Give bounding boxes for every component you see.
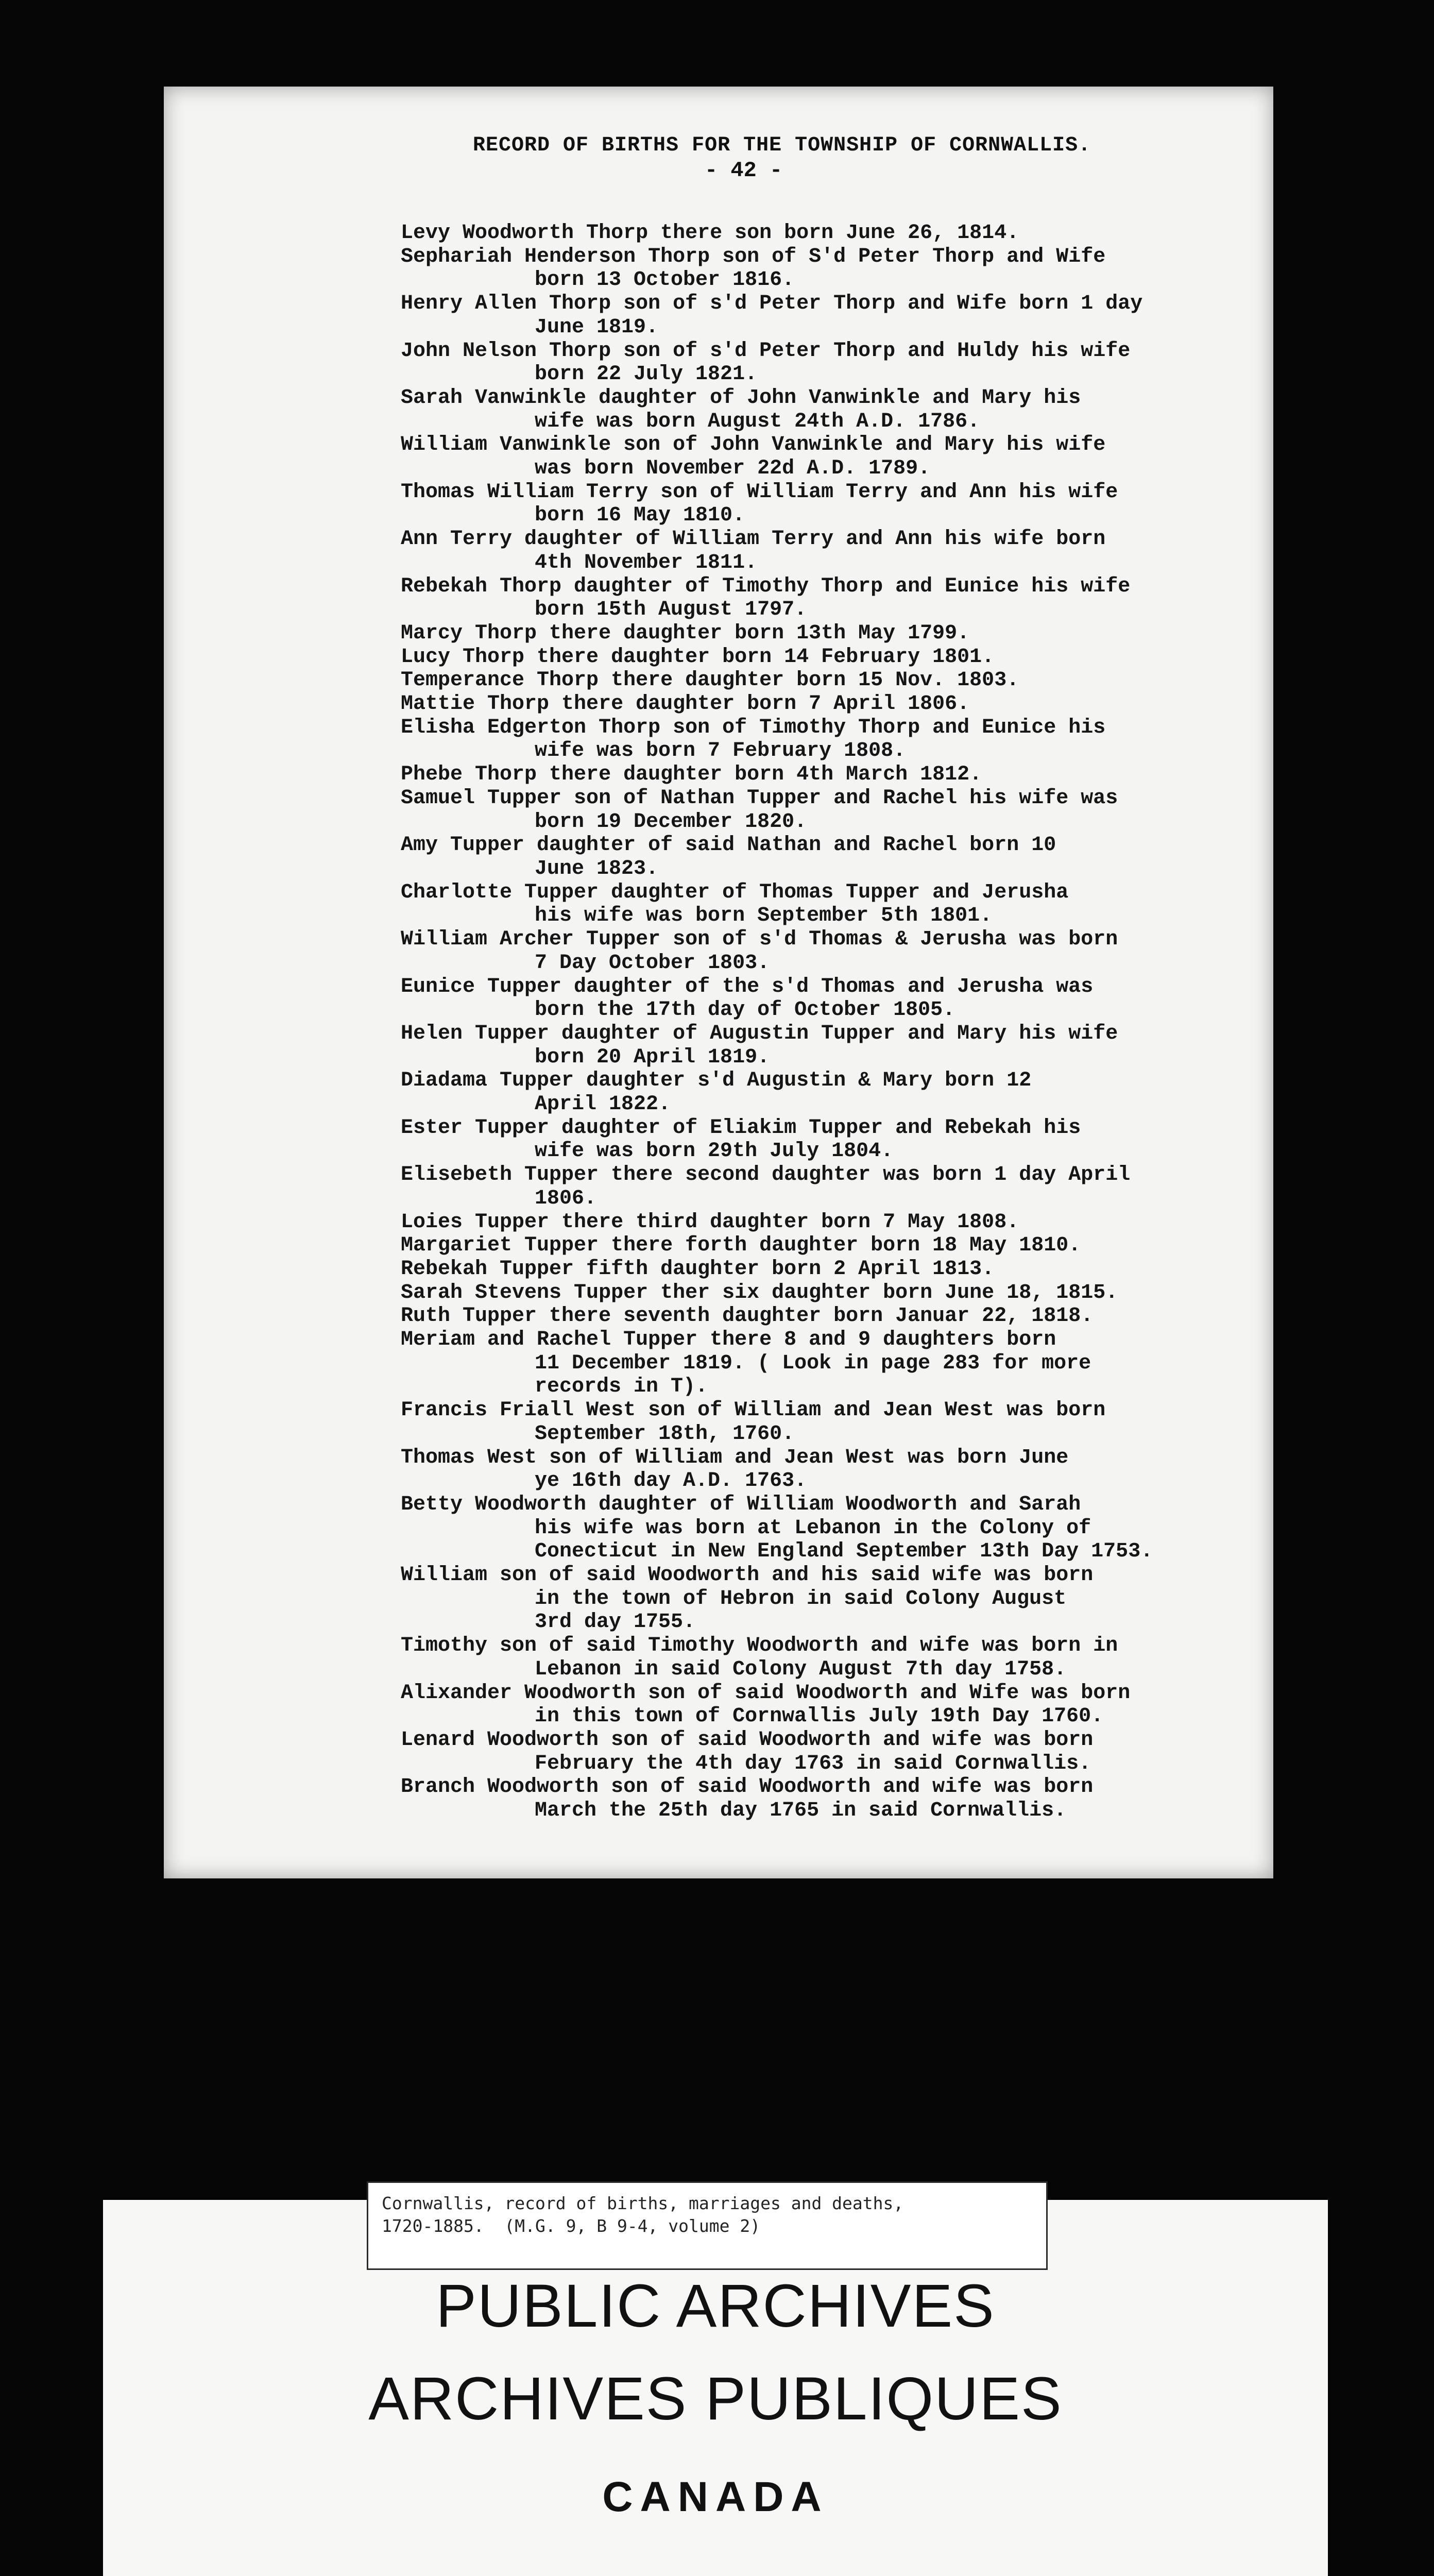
entry-continuation-line: April 1822.	[535, 1093, 671, 1116]
entry-line: John Nelson Thorp son of s'd Peter Thorp and Huldy his wife	[401, 339, 1131, 363]
entry-line: Margariet Tupper there forth daughter born 18 May 1810.	[401, 1234, 1081, 1258]
entry-continuation-line: born 20 April 1819.	[535, 1045, 770, 1069]
entry-continuation-line: born 16 May 1810.	[535, 504, 745, 528]
birth-record-entry	[401, 1234, 1245, 1258]
birth-record-entry	[401, 692, 1245, 716]
archives-name-english: PUBLIC ARCHIVES	[436, 2272, 995, 2340]
page-number: - 42 -	[705, 158, 783, 183]
birth-record-entry	[401, 834, 1245, 880]
entry-continuation-line: born 15th August 1797.	[535, 598, 807, 622]
entry-line: Meriam and Rachel Tupper there 8 and 9 daughters born	[401, 1328, 1056, 1352]
entry-continuation-line: Conecticut in New England September 13th Day 1753.	[535, 1540, 1153, 1564]
birth-record-entry	[401, 1493, 1245, 1540]
entry-line: Amy Tupper daughter of said Nathan and Rachel born 10	[401, 834, 1056, 857]
entry-continuation-line: September 18th, 1760.	[535, 1422, 795, 1446]
entry-line: Thomas West son of William and Jean West was born June	[401, 1446, 1069, 1469]
entry-line: Betty Woodworth daughter of William Woodworth and Sarah	[401, 1493, 1081, 1516]
entry-line: Ruth Tupper there seventh daughter born Januar 22, 1818.	[401, 1304, 1094, 1328]
birth-record-entry	[401, 1163, 1245, 1210]
entry-line: Timothy son of said Timothy Woodworth and wife was born in	[401, 1634, 1118, 1658]
entry-continuation-line: records in T).	[535, 1375, 708, 1399]
birth-record-entry	[401, 1375, 1245, 1399]
entry-line: Lenard Woodworth son of said Woodworth and wife was born	[401, 1728, 1094, 1752]
birth-record-entry	[401, 1564, 1245, 1611]
birth-record-list	[401, 222, 1245, 1823]
catalog-slip	[367, 2181, 1048, 2270]
birth-record-entry	[401, 975, 1245, 1022]
birth-record-entry	[401, 928, 1245, 975]
entry-line: Loies Tupper there third daughter born 7 May 1808.	[401, 1210, 1019, 1234]
entry-continuation-line: born 19 December 1820.	[535, 810, 807, 834]
birth-record-entry	[401, 1446, 1245, 1493]
birth-record-entry	[401, 433, 1245, 480]
entry-line: Lucy Thorp there daughter born 14 February 1801.	[401, 645, 995, 669]
entry-continuation-line: 1806.	[535, 1187, 597, 1210]
page-header	[164, 134, 1273, 183]
birth-record-entry	[401, 1775, 1245, 1822]
entry-continuation-line: 4th November 1811.	[535, 551, 758, 574]
entry-continuation-line: born the 17th day of October 1805.	[535, 998, 955, 1022]
birth-record-entry	[401, 1634, 1245, 1681]
entry-line: Mattie Thorp there daughter born 7 April 1806.	[401, 692, 970, 716]
entry-line: Charlotte Tupper daughter of Thomas Tupper and Jerusha	[401, 880, 1069, 904]
page-title: RECORD OF BIRTHS FOR THE TOWNSHIP OF CORNWALLIS.	[473, 134, 1091, 157]
entry-continuation-line: March the 25th day 1765 in said Cornwallis.	[535, 1799, 1067, 1823]
entry-line: Levy Woodworth Thorp there son born June 26, 1814.	[401, 222, 1019, 245]
entry-line: Branch Woodworth son of said Woodworth and wife was born	[401, 1775, 1094, 1799]
birth-record-entry	[401, 622, 1245, 646]
birth-record-entry	[401, 1611, 1245, 1634]
entry-continuation-line: June 1819.	[535, 315, 659, 339]
entry-continuation-line: in this town of Cornwallis July 19th Day 1760.	[535, 1705, 1104, 1728]
catalog-slip-line: 1720-1885. (M.G. 9, B 9-4, volume 2)	[382, 2216, 761, 2236]
entry-line: Marcy Thorp there daughter born 13th May 1799.	[401, 621, 970, 645]
document-page	[164, 87, 1273, 1878]
birth-record-entry	[401, 340, 1245, 386]
birth-record-entry	[401, 222, 1245, 245]
entry-continuation-line: wife was born 7 February 1808.	[535, 739, 906, 763]
birth-record-entry	[401, 1682, 1245, 1728]
birth-record-entry	[401, 1728, 1245, 1775]
birth-record-entry	[401, 646, 1245, 669]
entry-continuation-line: born 22 July 1821.	[535, 363, 758, 386]
entry-line: Sarah Vanwinkle daughter of John Vanwinkle and Mary his	[401, 386, 1081, 410]
entry-line: Ann Terry daughter of William Terry and Ann his wife born	[401, 528, 1106, 551]
birth-record-entry	[401, 1211, 1245, 1234]
birth-record-entry	[401, 881, 1245, 928]
birth-record-entry	[401, 1069, 1245, 1116]
birth-record-entry	[401, 1399, 1245, 1446]
birth-record-entry	[401, 1540, 1245, 1564]
archives-name-french: ARCHIVES PUBLIQUES	[368, 2365, 1063, 2433]
catalog-slip-line: Cornwallis, record of births, marriages and deaths,	[382, 2193, 904, 2213]
entry-line: Alixander Woodworth son of said Woodworth and Wife was born	[401, 1681, 1131, 1705]
entry-line: Phebe Thorp there daughter born 4th March 1812.	[401, 763, 982, 787]
entry-line: Samuel Tupper son of Nathan Tupper and Rachel his wife was	[401, 786, 1118, 810]
birth-record-entry	[401, 1116, 1245, 1163]
birth-record-entry	[401, 1328, 1245, 1375]
birth-record-entry	[401, 787, 1245, 834]
birth-record-entry	[401, 575, 1245, 622]
entry-line: Elisha Edgerton Thorp son of Timothy Thorp and Eunice his	[401, 716, 1106, 739]
entry-line: Ester Tupper daughter of Eliakim Tupper and Rebekah his	[401, 1116, 1081, 1140]
entry-line: Thomas William Terry son of William Terry and Ann his wife	[401, 480, 1118, 504]
birth-record-entry	[401, 245, 1245, 292]
entry-continuation-line: 3rd day 1755.	[535, 1611, 696, 1634]
birth-record-entry	[401, 1304, 1245, 1328]
birth-record-entry	[401, 1258, 1245, 1281]
birth-record-entry	[401, 669, 1245, 692]
entry-line: Diadama Tupper daughter s'd Augustin & Mary born 12	[401, 1069, 1032, 1093]
birth-record-entry	[401, 481, 1245, 528]
entry-continuation-line: June 1823.	[535, 857, 659, 880]
birth-record-entry	[401, 386, 1245, 433]
entry-continuation-line: 11 December 1819. ( Look in page 283 for more	[535, 1351, 1091, 1375]
birth-record-entry	[401, 716, 1245, 763]
entry-line: Eunice Tupper daughter of the s'd Thomas and Jerusha was	[401, 975, 1094, 998]
entry-line: William Vanwinkle son of John Vanwinkle and Mary his wife	[401, 433, 1106, 457]
entry-line: William son of said Woodworth and his said wife was born	[401, 1564, 1094, 1587]
entry-line: Sarah Stevens Tupper ther six daughter born June 18, 1815.	[401, 1281, 1118, 1304]
entry-line: Henry Allen Thorp son of s'd Peter Thorp and Wife born 1 day	[401, 292, 1143, 316]
entry-continuation-line: Lebanon in said Colony August 7th day 1758.	[535, 1657, 1067, 1681]
entry-line: Francis Friall West son of William and Jean West was born	[401, 1399, 1106, 1422]
entry-continuation-line: his wife was born at Lebanon in the Colony of	[535, 1516, 1091, 1540]
birth-record-entry	[401, 528, 1245, 574]
entry-continuation-line: was born November 22d A.D. 1789.	[535, 457, 931, 481]
entry-line: William Archer Tupper son of s'd Thomas & Jerusha was born	[401, 928, 1118, 952]
entry-continuation-line: his wife was born September 5th 1801.	[535, 904, 993, 928]
entry-continuation-line: ye 16th day A.D. 1763.	[535, 1469, 807, 1493]
country-name: CANADA	[602, 2473, 829, 2520]
entry-continuation-line: wife was born 29th July 1804.	[535, 1140, 894, 1163]
entry-continuation-line: born 13 October 1816.	[535, 268, 795, 292]
entry-line: Helen Tupper daughter of Augustin Tupper and Mary his wife	[401, 1022, 1118, 1045]
birth-record-entry	[401, 1022, 1245, 1069]
entry-continuation-line: 7 Day October 1803.	[535, 951, 770, 975]
birth-record-entry	[401, 763, 1245, 787]
entry-line: Rebekah Tupper fifth daughter born 2 April 1813.	[401, 1257, 995, 1281]
entry-line: Rebekah Thorp daughter of Timothy Thorp and Eunice his wife	[401, 574, 1131, 598]
entry-line: Sephariah Henderson Thorp son of S'd Peter Thorp and Wife	[401, 245, 1106, 268]
archives-label-card	[103, 2193, 1328, 2576]
entry-line: Temperance Thorp there daughter born 15 Nov. 1803.	[401, 669, 1019, 692]
entry-continuation-line: in the town of Hebron in said Colony August	[535, 1587, 1067, 1611]
birth-record-entry	[401, 292, 1245, 339]
entry-continuation-line: wife was born August 24th A.D. 1786.	[535, 410, 980, 433]
entry-line: Elisebeth Tupper there second daughter was born 1 day April	[401, 1163, 1131, 1187]
entry-continuation-line: February the 4th day 1763 in said Cornwallis.	[535, 1752, 1091, 1775]
birth-record-entry	[401, 1281, 1245, 1305]
